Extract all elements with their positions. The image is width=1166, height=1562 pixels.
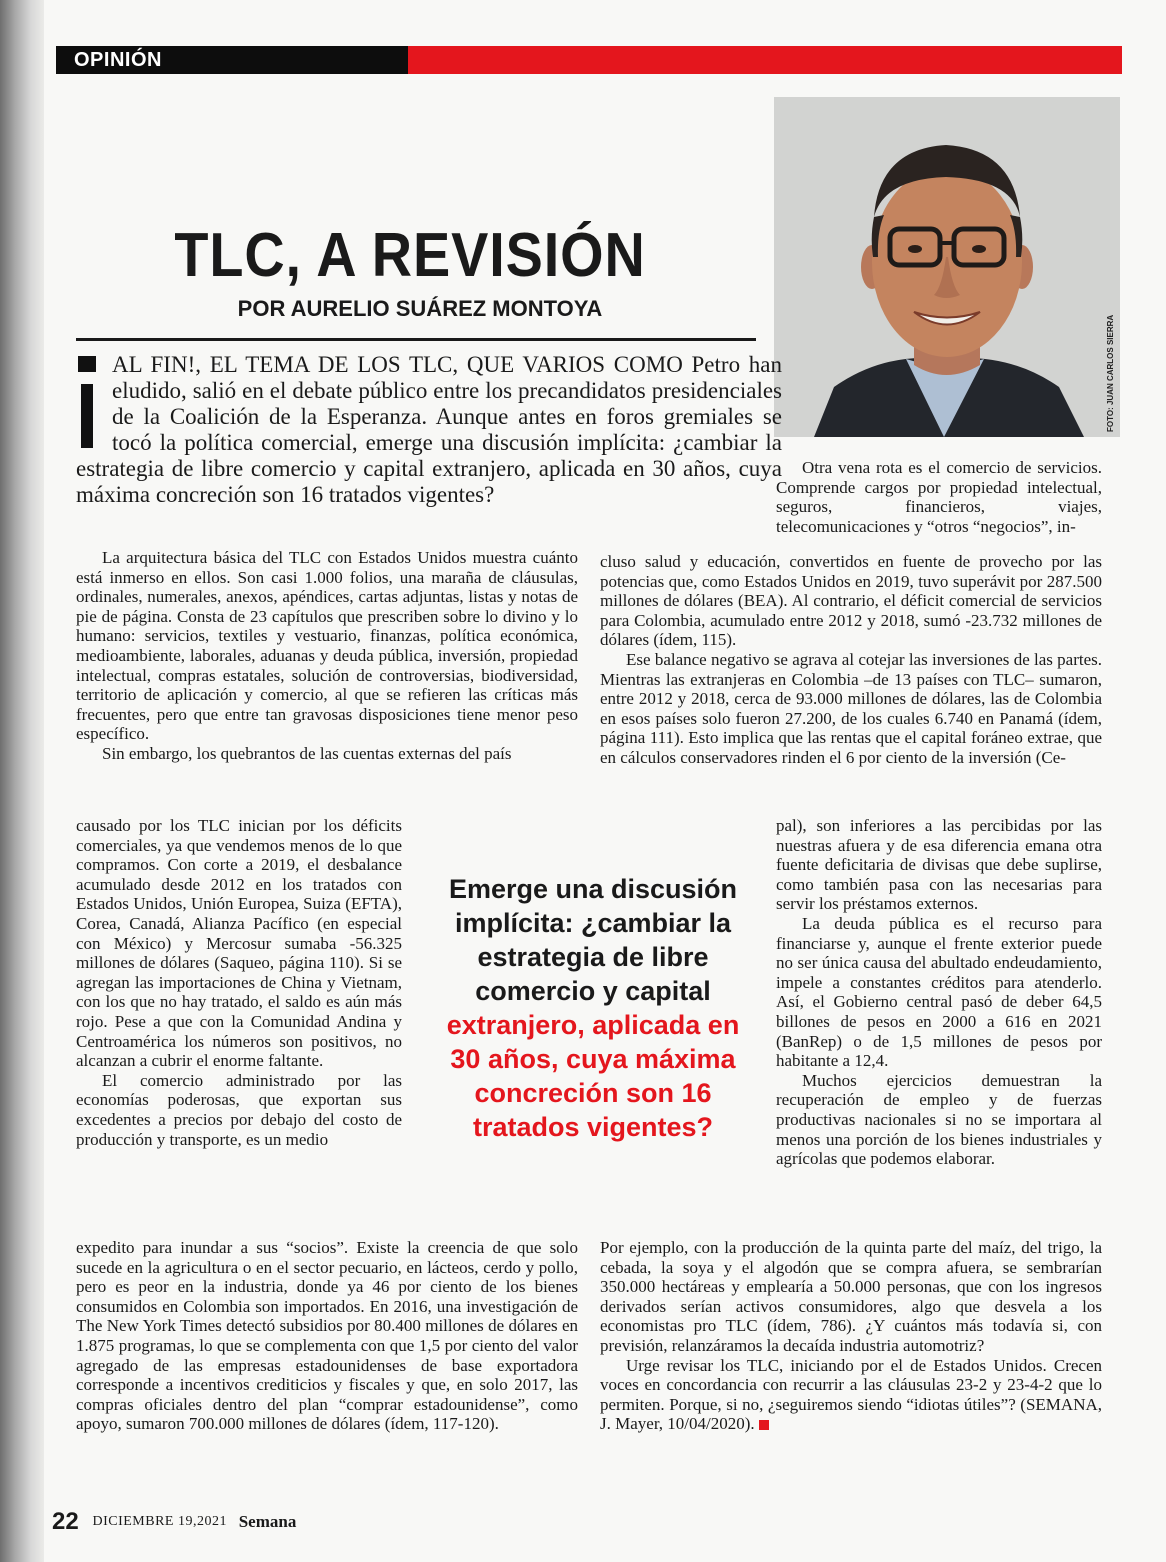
column-1-bottom: [76, 1238, 578, 1434]
photo-credit: FOTO: JUAN CARLOS SIERRA: [1106, 314, 1115, 432]
paragraph: Por ejemplo, con la producción de la quinta parte del maíz, del trigo, la cebada, la soya y el algodón que se compra afuera, se sembrarían 350.000 hectáreas y emplearía a 50.000 personas, que con los ingresos derivados serían activos consumidores, algo que desvela a los economistas pro TLC (ídem, 786). ¿Y cuántos más todavía si, con previsión, relanzáramos la decaída industria automotriz?: [600, 1238, 1102, 1355]
portrait-photo: [774, 97, 1120, 437]
article-lead: [76, 352, 782, 508]
column-2-main: [600, 552, 1102, 768]
article-byline: POR AURELIO SUÁREZ MONTOYA: [237, 296, 603, 321]
paragraph: cluso salud y educación, convertidos en fuente de provecho por las potencias que, como Estados Unidos en 2019, tuvo superávit por 287.500 millones de dólares (BEA). Al contrario, el déficit comercial de servicios para Colombia, acumulado entre 2012 y 2018, sumó -23.732 millones de dólares (ídem, 115).: [600, 552, 1102, 650]
column-2-bottom: [600, 1238, 1102, 1434]
column-2-top: [776, 458, 1102, 536]
paragraph: La arquitectura básica del TLC con Estados Unidos muestra cuánto está inmerso en ellos. Son casi 1.000 folios, una maraña de cláusulas, ordinales, numerales, anexos, apéndices, cartas adjuntas, listas y notas de pie de página. Consta de 23 capítulos que prescriben sobre lo divino y lo humano: servicios, textiles y vestuario, finanzas, política económica, medioambiente, laborales, aduanas y deuda pública, inversión, propiedad intelectual, compras estatales, solución de controversias, biodiversidad, territorio de aplicación y comercio, al que se refieren las críticas más frecuentes, pero que entre tan gravosas disposiciones tiene menor peso específico.: [76, 548, 578, 744]
drop-cap-mark: [78, 356, 98, 448]
magazine-name: Semana: [238, 1512, 297, 1531]
section-label: OPINIÓN: [56, 46, 408, 74]
paragraph: pal), son inferiores a las percibidas por las nuestras afuera y de esa diferencia emana otra fuente deficitaria de divisas que debe suplirse, como también pasa con las necesarias para servir los préstamos externos.: [776, 816, 1102, 914]
pull-quote-red: extranjero, aplicada en 30 años, cuya máxima concreción son 16 tratados vigentes?: [446, 1010, 740, 1142]
pull-quote-dark: Emerge una discusión implícita: ¿cambiar la estrategia de libre comercio y capital: [448, 874, 738, 1006]
author-portrait-photo: [774, 97, 1120, 437]
paragraph: El comercio administrado por las economías poderosas, que exportan sus excedentes a precios por debajo del costo de producción y transporte, es un medio: [76, 1070, 402, 1149]
paragraph: Sin embargo, los quebrantos de las cuentas externas del país: [102, 743, 512, 763]
page-number: 22: [52, 1508, 79, 1535]
paragraph: [600, 1356, 1102, 1434]
column-1-top: [76, 548, 578, 764]
paragraph: causado por los TLC inician por los déficits comerciales, ya que vendemos menos de lo que compramos. Con corte a 2019, el desbalance acumulado desde 2012 en los tratados con Estados Unidos, Unión Europea, Suiza (EFTA), Corea, Canadá, Alianza Pacífico (en especial con México) y Mercosur sumaba -56.325 millones de dólares (Saqueo, página 110). Si se agregan las importaciones de China y Vietnam, con los que no hay tratado, el saldo es aún más rojo. Pese a que con la Comunidad Andina y Centroamérica los números son positivos, no alcanzan a cubrir el enorme faltante.: [76, 816, 402, 1071]
page-spine-shadow: [0, 0, 44, 1562]
column-2-narrow: [776, 816, 1102, 1169]
title-rule: [76, 338, 756, 341]
section-accent-bar: [408, 46, 1122, 74]
closing-paragraph-text: Urge revisar los TLC, iniciando por el de Estados Unidos. Crecen voces en concordancia con recurrir a las cláusulas 23-2 y 23-4-2 que lo permiten. Porque, si no, ¿seguiremos siendo “idiotas útiles”? (SEMANA, J. Mayer, 10/04/2020).: [600, 1355, 1102, 1434]
paragraph: La deuda pública es el recurso para financiarse y, aunque el frente exterior puede no ser única causa del abultado endeudamiento, impele a constantes créditos para atenderlo. Así, el Gobierno central pasó de deber 64,5 billones de pesos en 2000 a 616 en 2021 (BanRep) o de 1,5 millones de pesos por habitante a 12,4.: [776, 913, 1102, 1071]
paragraph: expedito para inundar a sus “socios”. Existe la creencia de que solo sucede en la agricultura o en el sector pecuario, en lácteos, cerdo y pollo, pero es peor en la industria, donde ya 46 por ciento de los bienes consumidos en Colombia son importados. En 2016, una investigación de The New York Times detectó subsidios por 80.400 millones de dólares en 1.875 programas, lo que se complementa con que 1,5 por ciento del valor agregado de las empresas estadounidenses de base exportadora corresponde a incentivos crediticios y fiscales y que, en solo 2017, las compras oficiales dentro del plan “comprar estadounidense”, como apoyo, sumaron 700.000 millones de dólares (ídem, 117-120).: [76, 1238, 578, 1434]
lead-text: AL FIN!, EL TEMA DE LOS TLC, QUE VARIOS COMO Petro han eludido, salió en el debate público entre los precandidatos presidenciales de la Coalición de la Esperanza. Aunque antes en foros gremiales se tocó la política comercial, emerge una discusión implícita: ¿cambiar la estrategia de libre comercio y capital extranjero, aplicada en 30 años, cuya máxima concreción son 16 tratados vigentes?: [76, 352, 782, 507]
article-title: TLC, A REVISIÓN: [174, 221, 646, 290]
paragraph: Otra vena rota es el comercio de servicios. Comprende cargos por propiedad intelectual, seguros, financieros, viajes, telecomunicaciones y “otros “negocios”, in-: [776, 458, 1102, 536]
end-square-icon: [759, 1420, 769, 1430]
paragraph: Muchos ejercicios demuestran la recuperación de empleo y de fuerzas productivas nacionales si no se importara al menos una porción de los bienes industriales y agrícolas que podemos elaborar.: [776, 1070, 1102, 1169]
pull-quote: [428, 872, 758, 1144]
column-1-narrow: [76, 816, 402, 1149]
page-footer: [52, 1508, 296, 1536]
paragraph: Ese balance negativo se agrava al cotejar las inversiones de las partes. Mientras las extranjeras en Colombia –de 13 países con TLC– sumaron, entre 2012 y 2018, cerca de 93.000 millones de dólares, las de Colombia en esos países solo fueron 27.200, de los cuales 6.740 en Panamá (ídem, página 111). Esto implica que las rentas que el capital foráneo extrae, que en cálculos conservadores rinden el 6 por ciento de la inversión (Ce-: [600, 649, 1102, 767]
issue-date: DICIEMBRE 19,2021: [92, 1514, 227, 1529]
